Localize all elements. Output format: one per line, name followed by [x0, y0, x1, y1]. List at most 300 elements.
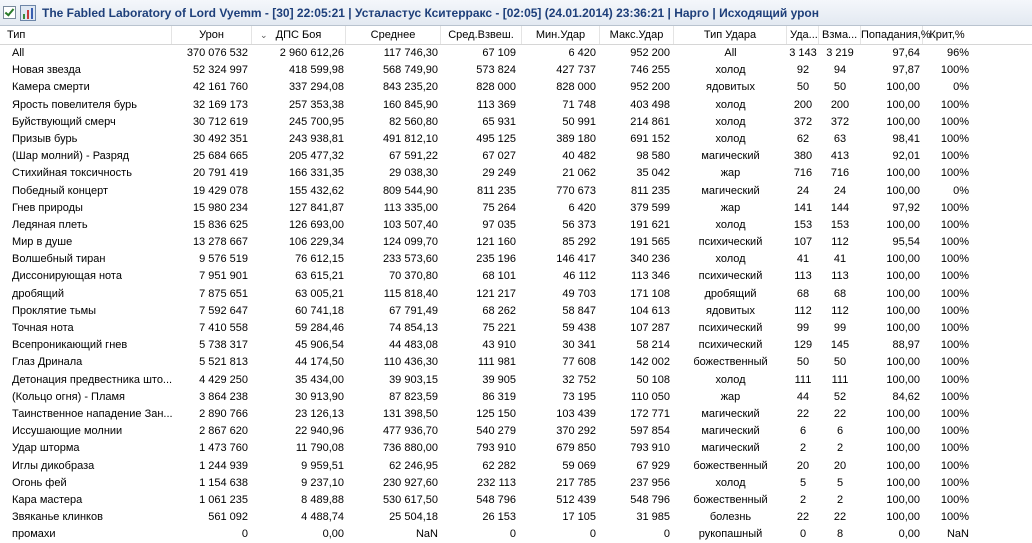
cell-damage: 2 867 620 — [199, 425, 248, 438]
cell-hit-percent: 100,00 — [886, 356, 920, 369]
cell-weighted: 65 931 — [482, 115, 516, 128]
table-row[interactable] — [0, 200, 1032, 217]
cell-damage: 4 429 250 — [199, 373, 248, 386]
cell-dps: 11 790,08 — [295, 442, 344, 455]
cell-type: Удар шторма — [12, 442, 80, 455]
cell-max-hit: 172 771 — [630, 407, 670, 420]
cell-dps: 337 294,08 — [288, 81, 344, 94]
table-row[interactable] — [0, 440, 1032, 457]
cell-hit-type: психический — [698, 236, 763, 249]
cell-hits: 41 — [796, 253, 810, 266]
cell-max-hit: 142 002 — [630, 356, 670, 369]
cell-hit-percent: 100,00 — [886, 442, 920, 455]
cell-weighted: 67 027 — [482, 150, 516, 163]
cell-weighted: 793 910 — [476, 442, 516, 455]
cell-crit-percent: 100% — [940, 390, 969, 403]
cell-swings: 716 — [830, 167, 850, 180]
cell-dps: 257 353,38 — [288, 98, 344, 111]
cell-average: 70 370,80 — [389, 270, 438, 283]
table-row[interactable] — [0, 389, 1032, 406]
cell-weighted: 113 369 — [477, 98, 516, 111]
table-row[interactable] — [0, 509, 1032, 526]
table-row[interactable] — [0, 45, 1032, 62]
cell-min-hit: 30 341 — [562, 339, 596, 352]
cell-hit-percent: 98,41 — [892, 132, 920, 145]
chart-icon — [20, 5, 36, 21]
cell-dps: 60 741,18 — [295, 304, 344, 317]
cell-average: 809 544,90 — [382, 184, 438, 197]
cell-crit-percent: 100% — [940, 407, 969, 420]
table-row[interactable] — [0, 458, 1032, 475]
cell-min-hit: 71 748 — [562, 98, 596, 111]
cell-damage: 7 592 647 — [199, 304, 248, 317]
cell-max-hit: 214 861 — [630, 115, 670, 128]
cell-dps: 35 434,00 — [295, 373, 344, 386]
cell-average: 233 573,60 — [382, 253, 438, 266]
cell-hits: 22 — [796, 407, 810, 420]
cell-weighted: 0 — [509, 528, 516, 541]
cell-hit-percent: 88,97 — [892, 339, 920, 352]
cell-type: (Кольцо огня) - Пламя — [12, 390, 126, 403]
cell-type: дробящий — [12, 287, 65, 300]
cell-crit-percent: 100% — [940, 442, 969, 455]
cell-hit-percent: 100,00 — [886, 167, 920, 180]
cell-max-hit: 811 235 — [631, 184, 670, 197]
cell-crit-percent: 96% — [946, 47, 969, 59]
cell-hit-type: психический — [698, 339, 763, 352]
cell-hits: 20 — [796, 459, 810, 472]
cell-dps: 155 432,62 — [288, 184, 344, 197]
cell-min-hit: 49 703 — [562, 287, 596, 300]
cell-max-hit: 113 346 — [631, 270, 670, 283]
cell-damage: 7 410 558 — [199, 322, 248, 334]
cell-dps: 418 599,98 — [288, 64, 344, 77]
cell-swings: 5 — [836, 476, 844, 489]
cell-min-hit: 46 112 — [563, 270, 596, 283]
cell-dps: 23 126,13 — [295, 407, 344, 420]
cell-crit-percent: 100% — [940, 511, 969, 524]
cell-type: Таинственное нападение Зан... — [12, 407, 173, 420]
cell-hit-type: холод — [715, 373, 746, 386]
cell-min-hit: 85 292 — [562, 236, 596, 249]
column-header-hit-type[interactable]: Тип Удара — [674, 26, 787, 44]
cell-average: 117 746,30 — [383, 47, 438, 59]
cell-hit-type: жар — [720, 201, 741, 214]
table-row[interactable] — [0, 406, 1032, 423]
cell-hits: 50 — [796, 356, 810, 369]
cell-damage: 15 836 625 — [192, 218, 248, 231]
cell-type: Кара мастера — [12, 493, 83, 506]
cell-type: Ярость повелителя бурь — [12, 98, 137, 111]
cell-min-hit: 77 608 — [562, 356, 596, 369]
table-header — [0, 26, 1032, 45]
cell-type: Всепроникающий гнев — [12, 339, 128, 352]
cell-hit-type: магический — [701, 407, 760, 420]
cell-weighted: 232 113 — [477, 476, 516, 489]
cell-hit-percent: 100,00 — [886, 425, 920, 438]
table-row[interactable] — [0, 183, 1032, 200]
cell-hits: 92 — [796, 64, 810, 77]
table-row[interactable] — [0, 148, 1032, 165]
cell-max-hit: 403 498 — [630, 98, 670, 111]
cell-type: Мир в душе — [12, 236, 73, 249]
cell-swings: 372 — [830, 115, 850, 128]
cell-weighted: 111 981 — [477, 356, 516, 369]
cell-crit-percent: NaN — [946, 528, 969, 541]
cell-weighted: 121 160 — [476, 236, 516, 249]
cell-max-hit: 191 621 — [630, 218, 670, 231]
cell-type: Огонь фей — [12, 476, 67, 489]
cell-hit-type: психический — [698, 270, 763, 283]
cell-max-hit: 104 613 — [630, 304, 670, 317]
cell-swings: 153 — [830, 218, 850, 231]
table-row[interactable] — [0, 79, 1032, 96]
cell-average: 491 812,10 — [382, 132, 438, 145]
cell-max-hit: 746 255 — [630, 64, 670, 77]
cell-hits: 22 — [796, 511, 810, 524]
cell-dps: 30 913,90 — [295, 390, 344, 403]
table-row[interactable] — [0, 114, 1032, 131]
cell-crit-percent: 100% — [940, 425, 969, 438]
cell-average: 67 591,22 — [389, 150, 438, 163]
cell-damage: 42 161 760 — [192, 81, 248, 94]
cell-crit-percent: 100% — [940, 270, 969, 283]
cell-hit-percent: 100,00 — [886, 373, 920, 386]
cell-hit-type: ядовитых — [706, 304, 755, 317]
cell-damage: 5 738 317 — [199, 339, 248, 352]
cell-hits: 129 — [793, 339, 813, 352]
table-row[interactable] — [0, 492, 1032, 509]
column-header-max-hit[interactable]: Макс.Удар — [600, 26, 674, 44]
cell-max-hit: 50 108 — [636, 373, 670, 386]
cell-average: 25 504,18 — [389, 511, 438, 524]
cell-damage: 19 429 078 — [192, 184, 248, 197]
table-row[interactable] — [0, 131, 1032, 148]
cell-type: Проклятие тьмы — [12, 304, 97, 317]
column-header-dps-label: ДПС Боя — [275, 29, 322, 41]
cell-type: Гнев природы — [12, 201, 83, 214]
table-row[interactable] — [0, 423, 1032, 440]
cell-swings: 2 — [836, 442, 844, 455]
cell-crit-percent: 100% — [940, 476, 969, 489]
cell-average: NaN — [415, 528, 438, 541]
cell-min-hit: 427 737 — [556, 64, 596, 77]
cell-weighted: 811 235 — [477, 184, 516, 197]
cell-hits: 200 — [793, 98, 813, 111]
table-row[interactable] — [0, 337, 1032, 354]
cell-hit-percent: 100,00 — [886, 304, 920, 317]
cell-dps: 63 005,21 — [295, 287, 344, 300]
table-row[interactable] — [0, 354, 1032, 371]
cell-max-hit: 67 929 — [636, 459, 670, 472]
cell-dps: 59 284,46 — [295, 322, 344, 334]
cell-max-hit: 107 287 — [630, 322, 670, 334]
cell-hits: 141 — [793, 201, 813, 214]
cell-weighted: 67 109 — [482, 47, 516, 59]
cell-hit-type: божественный — [693, 356, 768, 369]
column-header-average[interactable]: Среднее — [346, 26, 441, 44]
cell-min-hit: 50 991 — [562, 115, 596, 128]
cell-average: 39 903,15 — [389, 373, 438, 386]
cell-weighted: 26 153 — [482, 511, 516, 524]
cell-hit-type: холод — [715, 98, 746, 111]
cell-hit-type: рукопашный — [698, 528, 763, 541]
column-header-damage[interactable]: Урон — [172, 26, 252, 44]
cell-type: Иглы дикобраза — [12, 459, 95, 472]
cell-min-hit: 389 180 — [556, 132, 596, 145]
cell-max-hit: 0 — [663, 528, 670, 541]
cell-average: 82 560,80 — [389, 115, 438, 128]
cell-crit-percent: 0% — [953, 184, 969, 197]
cell-average: 103 507,40 — [382, 218, 438, 231]
cell-crit-percent: 100% — [940, 201, 969, 214]
table-row[interactable] — [0, 251, 1032, 268]
cell-min-hit: 679 850 — [556, 442, 596, 455]
cell-type: Волшебный тиран — [12, 253, 106, 266]
cell-hits: 111 — [794, 373, 812, 386]
cell-type: (Шар молний) - Разряд — [12, 150, 130, 163]
cell-max-hit: 340 236 — [630, 253, 670, 266]
sort-descending-icon: ⌄ — [260, 30, 268, 40]
cell-hits: 3 143 — [789, 47, 817, 59]
damage-table — [0, 45, 1032, 543]
table-row[interactable] — [0, 320, 1032, 337]
cell-min-hit: 58 847 — [562, 304, 596, 317]
cell-hits: 99 — [796, 322, 810, 334]
cell-hit-percent: 100,00 — [886, 511, 920, 524]
column-header-dps[interactable] — [252, 26, 346, 44]
cell-dps: 44 174,50 — [295, 356, 344, 369]
cell-hit-type: магический — [701, 150, 760, 163]
cell-hit-percent: 100,00 — [886, 115, 920, 128]
cell-weighted: 540 279 — [476, 425, 516, 438]
cell-type: Буйствующий смерч — [12, 115, 116, 128]
cell-hit-percent: 100,00 — [886, 322, 920, 334]
cell-average: 113 335,00 — [383, 201, 438, 214]
cell-hits: 372 — [793, 115, 813, 128]
cell-swings: 200 — [830, 98, 850, 111]
table-row[interactable] — [0, 62, 1032, 79]
cell-average: 568 749,90 — [382, 64, 438, 77]
cell-type: All — [12, 47, 25, 59]
cell-hit-percent: 100,00 — [886, 493, 920, 506]
cell-hits: 2 — [799, 442, 807, 455]
cell-swings: 22 — [833, 407, 847, 420]
cell-crit-percent: 100% — [940, 167, 969, 180]
cell-swings: 6 — [836, 425, 844, 438]
cell-hit-percent: 100,00 — [886, 270, 920, 283]
cell-min-hit: 146 417 — [556, 253, 596, 266]
cell-damage: 1 061 235 — [199, 493, 248, 506]
cell-type: Детонация предвестника што... — [12, 373, 173, 386]
cell-crit-percent: 100% — [940, 132, 969, 145]
cell-min-hit: 73 195 — [562, 390, 596, 403]
table-row[interactable] — [0, 217, 1032, 234]
column-header-type[interactable]: Тип — [0, 26, 172, 44]
cell-crit-percent: 100% — [940, 339, 969, 352]
cell-hit-percent: 100,00 — [886, 476, 920, 489]
cell-max-hit: 35 042 — [636, 167, 670, 180]
cell-swings: 68 — [833, 287, 847, 300]
cell-max-hit: 952 200 — [630, 47, 670, 59]
cell-swings: 144 — [830, 201, 850, 214]
cell-min-hit: 32 752 — [562, 373, 596, 386]
cell-weighted: 121 217 — [476, 287, 516, 300]
cell-min-hit: 217 785 — [556, 476, 596, 489]
cell-weighted: 97 035 — [482, 218, 516, 231]
cell-type: Глаз Дринала — [12, 356, 83, 369]
cell-max-hit: 31 985 — [636, 511, 670, 524]
cell-hits: 0 — [799, 528, 807, 541]
cell-hits: 2 — [799, 493, 807, 506]
table-row[interactable] — [0, 303, 1032, 320]
table-row[interactable] — [0, 97, 1032, 114]
cell-hit-type: дробящий — [704, 287, 757, 300]
cell-min-hit: 40 482 — [562, 150, 596, 163]
cell-swings: 24 — [833, 184, 847, 197]
cell-hit-type: магический — [701, 184, 760, 197]
cell-hit-type: жар — [720, 390, 741, 403]
cell-crit-percent: 100% — [940, 459, 969, 472]
table-row[interactable] — [0, 286, 1032, 303]
cell-max-hit: 597 854 — [630, 425, 670, 438]
cell-hits: 153 — [793, 218, 813, 231]
title-bar — [0, 0, 1032, 26]
cell-damage: 1 473 760 — [199, 442, 248, 455]
cell-type: Иссушающие молнии — [12, 425, 123, 438]
cell-type: Призыв бурь — [12, 132, 78, 145]
cell-swings: 41 — [833, 253, 847, 266]
cell-type: Стихийная токсичность — [12, 167, 132, 180]
cell-swings: 94 — [833, 64, 847, 77]
cell-weighted: 86 319 — [482, 390, 516, 403]
cell-damage: 52 324 997 — [192, 64, 248, 77]
column-header-weighted[interactable]: Сред.Взвеш. — [441, 26, 522, 44]
table-row[interactable] — [0, 165, 1032, 182]
cell-hits: 107 — [793, 236, 813, 249]
cell-average: 87 823,59 — [389, 390, 438, 403]
cell-damage: 30 492 351 — [192, 132, 248, 145]
cell-hit-type: холод — [715, 476, 746, 489]
cell-dps: 2 960 612,26 — [279, 47, 344, 59]
cell-swings: 113 — [831, 270, 849, 283]
cell-hits: 113 — [794, 270, 812, 283]
cell-hits: 716 — [793, 167, 813, 180]
cell-average: 67 791,49 — [389, 304, 438, 317]
cell-swings: 52 — [833, 390, 847, 403]
cell-swings: 112 — [831, 304, 849, 317]
cell-hit-percent: 100,00 — [886, 459, 920, 472]
cell-type: Звяканье клинков — [12, 511, 103, 524]
cell-hit-percent: 0,00 — [898, 528, 920, 541]
cell-hit-percent: 92,01 — [892, 150, 920, 163]
cell-weighted: 75 264 — [482, 201, 516, 214]
cell-damage: 370 076 532 — [186, 47, 248, 59]
cell-dps: 8 489,88 — [301, 493, 344, 506]
cell-damage: 7 951 901 — [199, 270, 248, 283]
cell-dps: 126 693,00 — [288, 218, 344, 231]
cell-hit-percent: 97,87 — [892, 64, 920, 77]
cell-weighted: 495 125 — [476, 132, 516, 145]
cell-crit-percent: 100% — [940, 218, 969, 231]
cell-crit-percent: 100% — [940, 150, 969, 163]
cell-type: Диссонирующая нота — [12, 270, 122, 283]
cell-damage: 1 154 638 — [199, 476, 248, 489]
cell-max-hit: 98 580 — [636, 150, 670, 163]
cell-crit-percent: 100% — [940, 115, 969, 128]
cell-hit-percent: 100,00 — [886, 98, 920, 111]
cell-damage: 25 684 665 — [192, 150, 248, 163]
cell-min-hit: 828 000 — [556, 81, 596, 94]
cell-dps: 4 488,74 — [301, 511, 344, 524]
cell-swings: 3 219 — [826, 47, 854, 59]
cell-crit-percent: 100% — [940, 304, 969, 317]
cell-dps: 0,00 — [322, 528, 344, 541]
cell-weighted: 68 101 — [482, 270, 516, 283]
column-header-swings[interactable]: Взма... — [819, 26, 861, 44]
cell-swings: 99 — [833, 322, 847, 334]
column-header-min-hit[interactable]: Мин.Удар — [522, 26, 600, 44]
cell-dps: 9 959,51 — [301, 459, 344, 472]
cell-dps: 45 906,54 — [295, 339, 344, 352]
checkbox-icon[interactable] — [3, 6, 16, 19]
cell-average: 62 246,95 — [389, 459, 438, 472]
cell-damage: 0 — [241, 528, 248, 541]
cell-min-hit: 59 069 — [562, 459, 596, 472]
cell-max-hit: 58 214 — [636, 339, 670, 352]
table-row[interactable] — [0, 372, 1032, 389]
cell-max-hit: 237 956 — [630, 476, 670, 489]
cell-damage: 32 169 173 — [192, 98, 248, 111]
column-header-crit-percent[interactable]: Крит,% — [929, 29, 965, 41]
cell-hit-type: магический — [701, 425, 760, 438]
cell-hits: 380 — [793, 150, 813, 163]
cell-hit-percent: 100,00 — [886, 218, 920, 231]
cell-damage: 1 244 939 — [199, 459, 248, 472]
cell-hit-type: ядовитых — [706, 81, 755, 94]
cell-swings: 145 — [830, 339, 850, 352]
cell-min-hit: 6 420 — [568, 47, 596, 59]
cell-min-hit: 512 439 — [556, 493, 596, 506]
cell-type: Ледяная плеть — [12, 218, 88, 231]
cell-type: Камера смерти — [12, 81, 90, 94]
table-row[interactable] — [0, 526, 1032, 543]
cell-min-hit: 17 105 — [562, 511, 596, 524]
cell-hit-type: психический — [698, 322, 763, 334]
cell-swings: 413 — [830, 150, 850, 163]
table-row[interactable] — [0, 475, 1032, 492]
cell-max-hit: 110 050 — [631, 390, 670, 403]
cell-damage: 3 864 238 — [199, 390, 248, 403]
table-row[interactable] — [0, 268, 1032, 285]
cell-swings: 111 — [831, 373, 849, 386]
cell-weighted: 39 905 — [482, 373, 516, 386]
cell-average: 110 436,30 — [383, 356, 438, 369]
cell-swings: 2 — [836, 493, 844, 506]
cell-average: 736 880,00 — [382, 442, 438, 455]
cell-dps: 106 229,34 — [288, 236, 344, 249]
cell-hit-type: холод — [715, 253, 746, 266]
column-header-hit-percent[interactable]: Попадания,% — [861, 26, 923, 44]
cell-crit-percent: 100% — [940, 493, 969, 506]
cell-max-hit: 793 910 — [630, 442, 670, 455]
cell-dps: 127 841,87 — [288, 201, 344, 214]
cell-damage: 7 875 651 — [199, 287, 248, 300]
column-header-hits[interactable]: Уда... — [787, 26, 819, 44]
cell-damage: 9 576 519 — [199, 253, 248, 266]
table-row[interactable] — [0, 234, 1032, 251]
cell-hit-percent: 100,00 — [886, 287, 920, 300]
